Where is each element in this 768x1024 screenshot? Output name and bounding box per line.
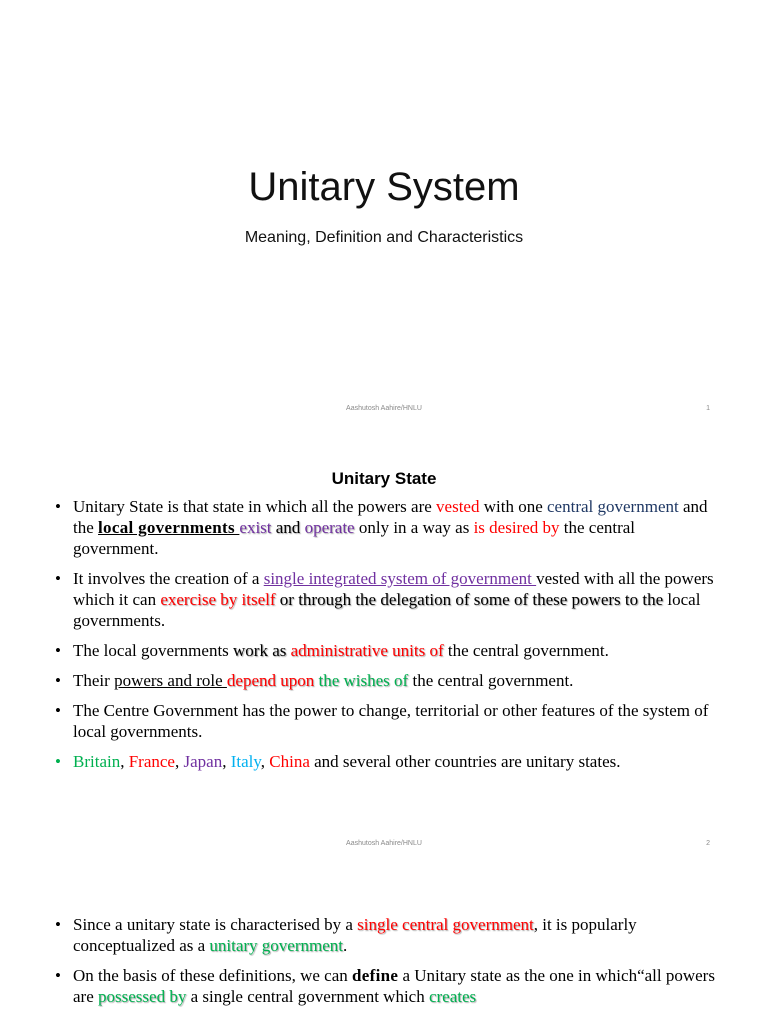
bullet-list — [55, 496, 715, 781]
slide-footer: Aashutosh Aahire/HNLU — [346, 840, 422, 847]
slide-subtitle: Meaning, Definition and Characteristics — [244, 229, 524, 246]
bullet-item: • The local governments work as administrative units of the central government. — [55, 640, 715, 661]
bullet-item: • Unitary State is that state in which all the powers are vested with one central government and the local governments exist and operate only in a way as is desired by the central government. — [55, 496, 715, 559]
bullet-item: • It involves the creation of a single integrated system of government vested with all the powers which it can exercise by itself or through the delegation of some of these powers to the local governments. — [55, 568, 715, 631]
slide-title: Unitary System — [248, 165, 520, 209]
page-number: 1 — [706, 405, 710, 412]
slide-footer: Aashutosh Aahire/HNLU — [346, 405, 422, 412]
bullet-item: • Their powers and role depend upon the wishes of the central government. — [55, 670, 715, 691]
slide-1 — [0, 0, 768, 432]
bullet-item: • Since a unitary state is characterised by a single central government, it is popularly conceptualized as a unitary government. — [55, 914, 715, 956]
slide-heading: Unitary State — [331, 469, 437, 488]
page-number: 2 — [706, 840, 710, 847]
slide-3 — [0, 872, 768, 1024]
bullet-item: • On the basis of these definitions, we can define a Unitary state as the one in which“all powers are possessed by a single central government which creates — [55, 965, 715, 1007]
bullet-item: • Britain, France, Japan, Italy, China and several other countries are unitary states. — [55, 751, 715, 772]
bullet-item: • The Centre Government has the power to change, territorial or other features of the system of local governments. — [55, 700, 715, 742]
bullet-list — [55, 914, 715, 1016]
slide-2 — [0, 436, 768, 868]
